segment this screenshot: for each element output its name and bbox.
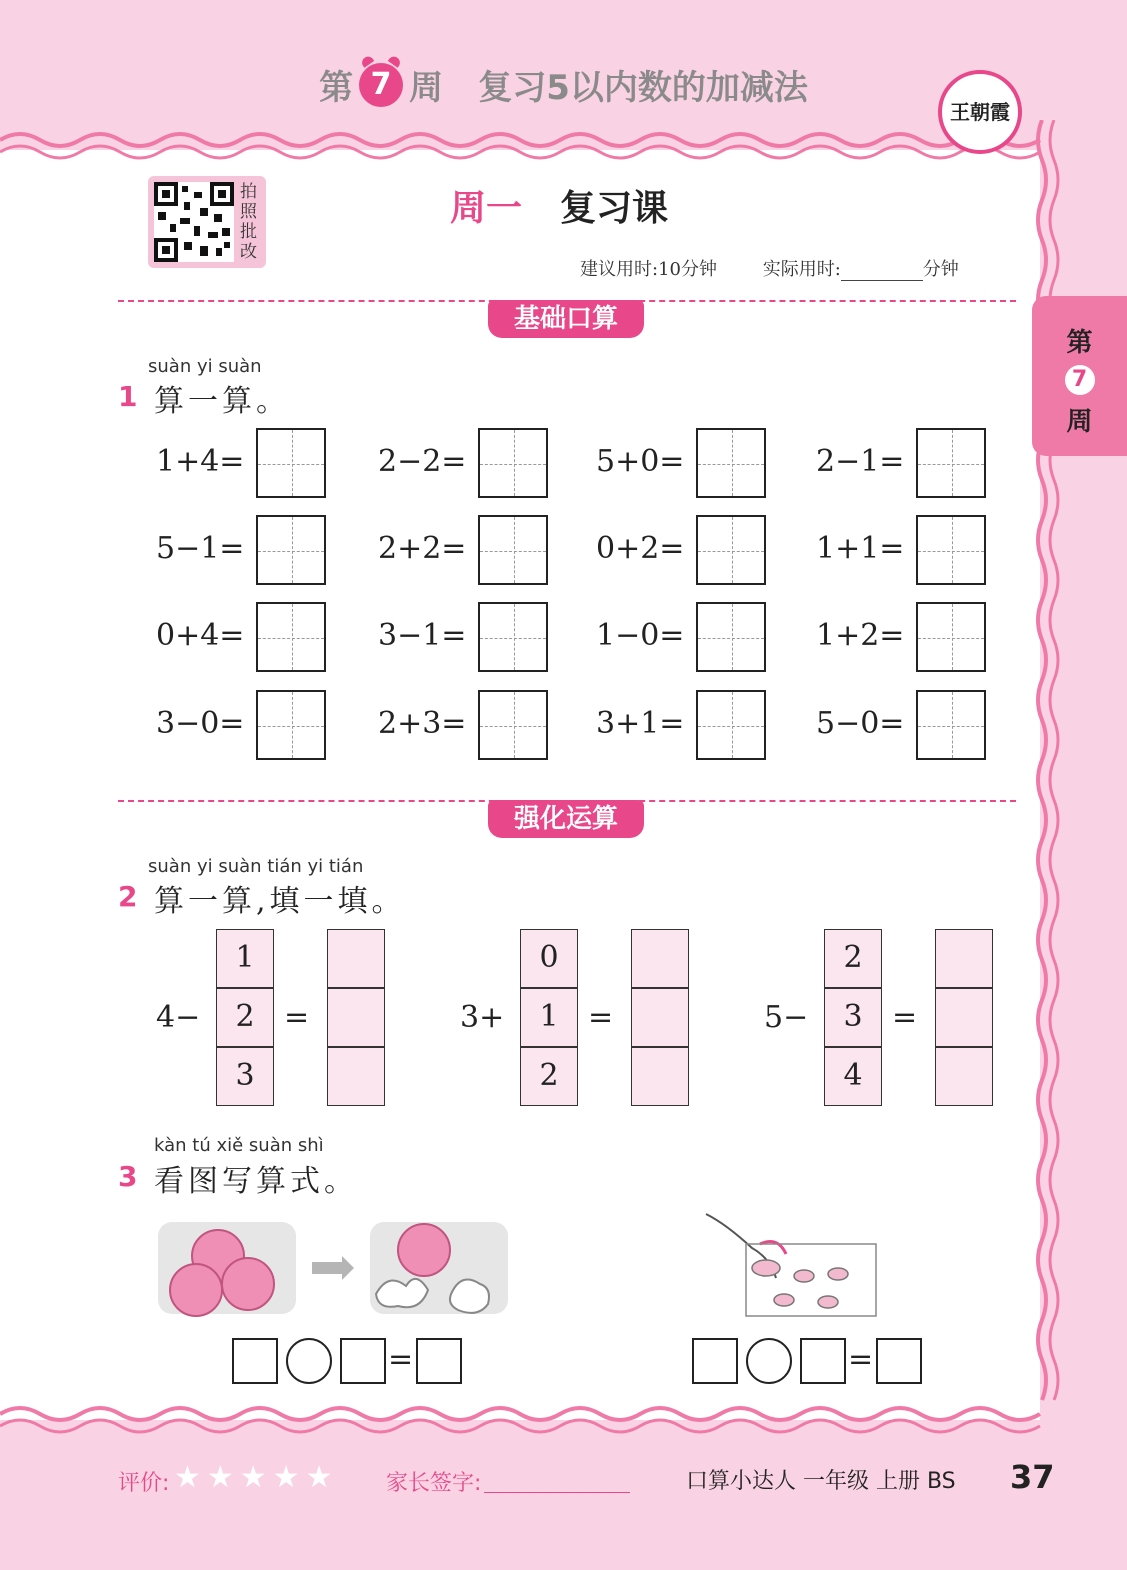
- q3-pinyin: kàn tú xiě suàn shì: [154, 1135, 324, 1156]
- rating-stars[interactable]: ★★★★★: [174, 1460, 339, 1495]
- q2-operand-cell: 4: [824, 1047, 882, 1106]
- q2-answer-cell[interactable]: [631, 929, 689, 988]
- q1-equation: 5+0=: [596, 444, 685, 479]
- q1-equation: 0+2=: [596, 531, 685, 566]
- q2-instruction: 算一算,填一填。: [154, 884, 406, 919]
- bottom-wave-border: [0, 1400, 1060, 1440]
- q2-answer-cell[interactable]: [327, 929, 385, 988]
- section-basic-label: 基础口算: [488, 300, 644, 338]
- q2-operand-cell: 2: [824, 929, 882, 988]
- q3-number-box[interactable]: [692, 1338, 738, 1384]
- week-number-badge: 7: [359, 63, 403, 107]
- qr-label: 拍照批改: [240, 182, 257, 262]
- peach-picture: [156, 1218, 516, 1318]
- q2-operand-cell: 2: [216, 988, 274, 1047]
- q1-equation: 2−2=: [378, 444, 467, 479]
- q1-equation: 5−0=: [816, 706, 905, 741]
- q3-equals: =: [388, 1342, 414, 1377]
- actual-time-label: 实际用时:: [762, 259, 841, 280]
- q1-equation: 1+2=: [816, 618, 905, 653]
- q1-answer-box[interactable]: [478, 602, 548, 672]
- side-tab-bottom: 周: [1066, 407, 1093, 437]
- q1-answer-box[interactable]: [696, 515, 766, 585]
- signature-field[interactable]: [484, 1492, 630, 1493]
- q3-number: 3: [118, 1160, 138, 1193]
- qr-panel[interactable]: [148, 176, 266, 268]
- suggested-time: 建议用时:10分钟: [580, 259, 717, 280]
- q2-answer-cell[interactable]: [327, 988, 385, 1047]
- q2-number: 2: [118, 880, 138, 913]
- q2-equals: =: [284, 1000, 310, 1035]
- q3-equals: =: [848, 1342, 874, 1377]
- q1-equation: 0+4=: [156, 618, 245, 653]
- q2-pinyin: suàn yi suàn tián yi tián: [148, 856, 364, 877]
- q1-answer-box[interactable]: [916, 515, 986, 585]
- q1-answer-box[interactable]: [256, 428, 326, 498]
- q1-answer-box[interactable]: [696, 602, 766, 672]
- q2-answer-cell[interactable]: [631, 1047, 689, 1106]
- q3-operator-circle[interactable]: [746, 1338, 792, 1384]
- q2-prefix: 3+: [460, 1000, 505, 1035]
- page-number: 37: [1010, 1458, 1055, 1496]
- section-advanced-label: 强化运算: [488, 800, 644, 838]
- week-prefix: 第: [319, 68, 354, 108]
- q2-operand-cell: 1: [520, 988, 578, 1047]
- q2-operand-cell: 3: [216, 1047, 274, 1106]
- q1-answer-box[interactable]: [916, 428, 986, 498]
- q2-prefix: 4−: [156, 1000, 201, 1035]
- q1-answer-box[interactable]: [696, 428, 766, 498]
- q3-number-box[interactable]: [232, 1338, 278, 1384]
- q1-answer-box[interactable]: [256, 602, 326, 672]
- q2-operand-cell: 1: [216, 929, 274, 988]
- qr-code-icon[interactable]: [154, 182, 234, 262]
- q3-operator-circle[interactable]: [286, 1338, 332, 1384]
- brand-logo: [938, 70, 1022, 154]
- rating-label: 评价:: [118, 1471, 170, 1496]
- q2-equals: =: [892, 1000, 918, 1035]
- q1-equation: 1−0=: [596, 618, 685, 653]
- q1-answer-box[interactable]: [478, 690, 548, 760]
- q1-equation: 2−1=: [816, 444, 905, 479]
- q3-number-box[interactable]: [800, 1338, 846, 1384]
- actual-time-unit: 分钟: [922, 259, 959, 280]
- actual-time-input[interactable]: [841, 262, 923, 281]
- book-title: 口算小达人 一年级 上册 BS: [686, 1469, 956, 1494]
- lesson-name: 复习课: [560, 188, 669, 229]
- q1-pinyin: suàn yi suàn: [148, 356, 262, 377]
- logo-text: 王朝霞: [950, 100, 1010, 124]
- q2-prefix: 5−: [764, 1000, 809, 1035]
- q1-equation: 3+1=: [596, 706, 685, 741]
- q1-equation: 1+1=: [816, 531, 905, 566]
- q2-answer-cell[interactable]: [935, 988, 993, 1047]
- q1-equation: 1+4=: [156, 444, 245, 479]
- fish-picture: [700, 1204, 890, 1324]
- q1-equation: 2+3=: [378, 706, 467, 741]
- q1-answer-box[interactable]: [478, 515, 548, 585]
- q1-answer-box[interactable]: [478, 428, 548, 498]
- q3-number-box[interactable]: [876, 1338, 922, 1384]
- q1-equation: 5−1=: [156, 531, 245, 566]
- q1-answer-box[interactable]: [696, 690, 766, 760]
- q2-answer-cell[interactable]: [935, 929, 993, 988]
- time-line: [580, 255, 959, 281]
- q3-instruction: 看图写算式。: [154, 1164, 358, 1199]
- q2-operand-cell: 3: [824, 988, 882, 1047]
- q2-answer-cell[interactable]: [935, 1047, 993, 1106]
- q2-equals: =: [588, 1000, 614, 1035]
- q1-answer-box[interactable]: [256, 515, 326, 585]
- q1-answer-box[interactable]: [916, 602, 986, 672]
- week-suffix: 周: [409, 68, 444, 108]
- q2-operand-cell: 2: [520, 1047, 578, 1106]
- q3-number-box[interactable]: [340, 1338, 386, 1384]
- q2-answer-cell[interactable]: [327, 1047, 385, 1106]
- q1-answer-box[interactable]: [256, 690, 326, 760]
- day-name: 周一: [450, 188, 523, 229]
- side-tab-top: 第: [1066, 328, 1093, 358]
- q1-instruction: 算一算。: [154, 384, 290, 419]
- week-side-tab: [1032, 296, 1127, 456]
- q3-number-box[interactable]: [416, 1338, 462, 1384]
- q2-answer-cell[interactable]: [631, 988, 689, 1047]
- side-tab-number: 7: [1065, 365, 1095, 395]
- signature-label: 家长签字:: [386, 1471, 482, 1496]
- lesson-title: [450, 180, 668, 231]
- q1-equation: 3−0=: [156, 706, 245, 741]
- unit-title: 复习5以内数的加减法: [478, 68, 808, 108]
- q1-answer-box[interactable]: [916, 690, 986, 760]
- q1-number: 1: [118, 380, 138, 413]
- q1-equation: 3−1=: [378, 618, 467, 653]
- q1-equation: 2+2=: [378, 531, 467, 566]
- q2-operand-cell: 0: [520, 929, 578, 988]
